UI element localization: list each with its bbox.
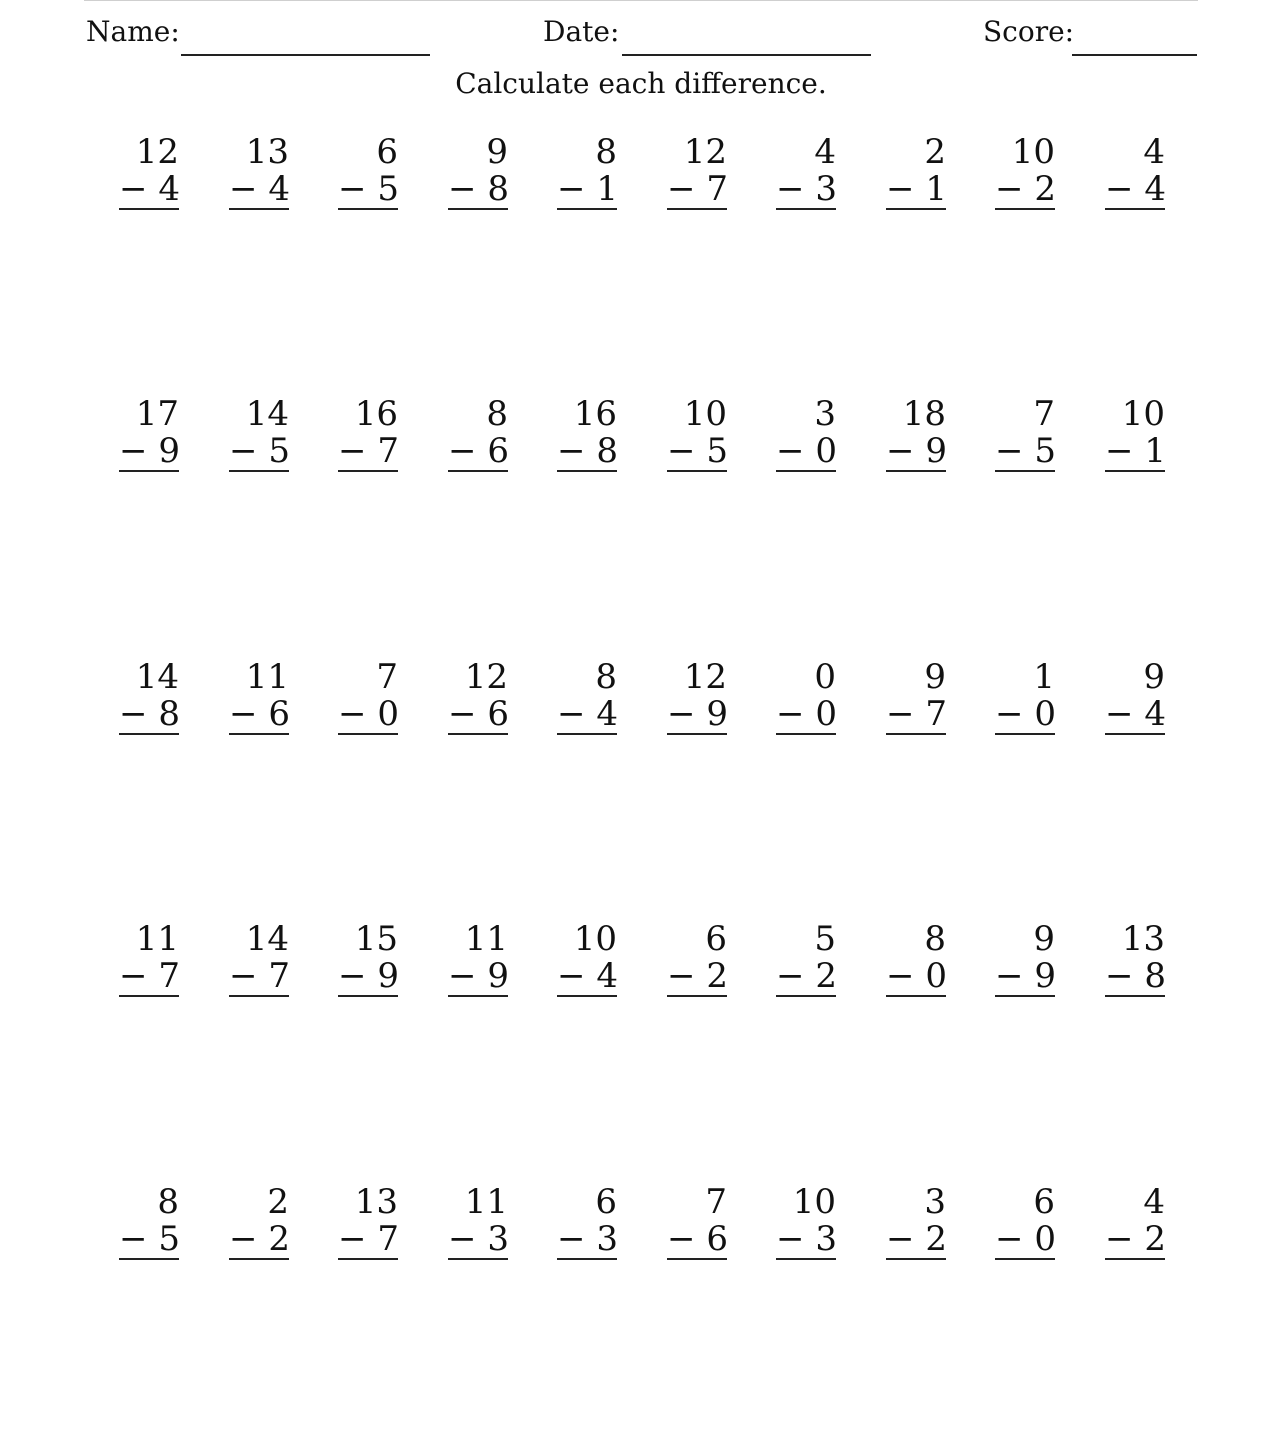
subtrahend: 1	[925, 169, 947, 209]
minus-sign: −	[1105, 1219, 1134, 1259]
subtraction-problem	[119, 396, 179, 472]
subtrahend-line	[995, 1221, 1055, 1258]
top-rule	[84, 0, 1198, 1]
subtrahend: 4	[158, 169, 180, 209]
subtraction-problem	[1105, 1184, 1165, 1260]
minus-sign: −	[448, 694, 477, 734]
minus-sign: −	[995, 1219, 1024, 1259]
subtrahend: 2	[1144, 1219, 1166, 1259]
subtraction-problem	[886, 659, 946, 735]
subtraction-problem	[338, 659, 398, 735]
minuend: 8	[924, 919, 946, 959]
minus-sign: −	[995, 956, 1024, 996]
instructions: Calculate each difference.	[455, 67, 827, 100]
subtrahend: 4	[1144, 169, 1166, 209]
subtrahend: 8	[158, 694, 180, 734]
subtraction-problem	[886, 921, 946, 997]
subtraction-problem	[776, 921, 836, 997]
minus-sign: −	[338, 169, 367, 209]
subtrahend-line	[886, 696, 946, 733]
subtraction-problem	[776, 1184, 836, 1260]
minuend: 7	[376, 657, 398, 697]
name-field[interactable]	[181, 54, 430, 56]
subtrahend: 7	[925, 694, 947, 734]
subtrahend: 2	[1034, 169, 1056, 209]
minus-sign: −	[119, 694, 148, 734]
subtraction-problem	[995, 921, 1055, 997]
subtrahend-line	[667, 433, 727, 470]
minuend: 2	[267, 1182, 289, 1222]
subtrahend: 9	[1034, 956, 1056, 996]
subtraction-problem	[557, 659, 617, 735]
minuend: 8	[595, 657, 617, 697]
subtraction-problem	[119, 134, 179, 210]
subtraction-problem	[229, 659, 289, 735]
subtraction-problem	[119, 659, 179, 735]
minuend: 12	[464, 657, 508, 697]
minuend: 9	[1143, 657, 1165, 697]
minus-sign: −	[119, 431, 148, 471]
minuend: 8	[486, 394, 508, 434]
subtraction-problem	[557, 134, 617, 210]
subtraction-problem	[667, 134, 727, 210]
subtraction-problem	[886, 396, 946, 472]
subtrahend: 2	[268, 1219, 290, 1259]
subtrahend: 4	[596, 956, 618, 996]
subtrahend: 8	[596, 431, 618, 471]
subtraction-problem	[119, 921, 179, 997]
subtrahend-line	[119, 696, 179, 733]
subtrahend-line	[995, 958, 1055, 995]
minuend: 15	[354, 919, 398, 959]
minus-sign: −	[1105, 169, 1134, 209]
minus-sign: −	[448, 431, 477, 471]
minuend: 6	[705, 919, 727, 959]
minus-sign: −	[557, 169, 586, 209]
minus-sign: −	[886, 431, 915, 471]
subtrahend-line	[995, 433, 1055, 470]
minus-sign: −	[229, 169, 258, 209]
subtraction-problem	[667, 921, 727, 997]
subtrahend: 0	[377, 694, 399, 734]
subtrahend: 7	[706, 169, 728, 209]
subtrahend: 3	[487, 1219, 509, 1259]
subtrahend: 4	[1144, 694, 1166, 734]
subtraction-problem	[119, 1184, 179, 1260]
subtraction-problem	[229, 134, 289, 210]
minuend: 14	[135, 657, 179, 697]
subtraction-problem	[667, 659, 727, 735]
subtraction-problem	[557, 396, 617, 472]
minus-sign: −	[667, 694, 696, 734]
subtrahend-line	[1105, 958, 1165, 995]
subtraction-problem	[1105, 921, 1165, 997]
minus-sign: −	[338, 1219, 367, 1259]
minus-sign: −	[667, 431, 696, 471]
subtrahend-line	[229, 171, 289, 208]
subtraction-problem	[338, 1184, 398, 1260]
subtraction-problem	[1105, 659, 1165, 735]
subtraction-problem	[338, 134, 398, 210]
subtrahend: 5	[706, 431, 728, 471]
minuend: 8	[595, 132, 617, 172]
subtrahend: 2	[925, 1219, 947, 1259]
subtrahend-line	[886, 1221, 946, 1258]
subtrahend: 7	[377, 431, 399, 471]
minuend: 11	[464, 919, 508, 959]
subtrahend: 7	[268, 956, 290, 996]
subtrahend-line	[776, 958, 836, 995]
subtrahend-line	[119, 1221, 179, 1258]
subtrahend-line	[776, 171, 836, 208]
subtrahend-line	[667, 1221, 727, 1258]
subtrahend-line	[667, 171, 727, 208]
date-label: Date:	[543, 15, 620, 48]
subtrahend: 2	[815, 956, 837, 996]
subtrahend-line	[448, 958, 508, 995]
subtrahend: 3	[596, 1219, 618, 1259]
minuend: 4	[814, 132, 836, 172]
minus-sign: −	[557, 1219, 586, 1259]
subtrahend-line	[338, 1221, 398, 1258]
minuend: 3	[814, 394, 836, 434]
subtrahend-line	[557, 1221, 617, 1258]
subtrahend-line	[995, 696, 1055, 733]
subtraction-problem	[776, 659, 836, 735]
minuend: 4	[1143, 132, 1165, 172]
minuend: 18	[902, 394, 946, 434]
minuend: 3	[924, 1182, 946, 1222]
minus-sign: −	[229, 1219, 258, 1259]
subtraction-problem	[667, 396, 727, 472]
minus-sign: −	[776, 956, 805, 996]
subtrahend-line	[886, 171, 946, 208]
minus-sign: −	[1105, 694, 1134, 734]
minuend: 10	[1011, 132, 1055, 172]
subtrahend-line	[338, 433, 398, 470]
minuend: 16	[573, 394, 617, 434]
subtraction-problem	[448, 659, 508, 735]
subtrahend: 9	[487, 956, 509, 996]
subtrahend-line	[119, 958, 179, 995]
minus-sign: −	[776, 694, 805, 734]
subtraction-problem	[448, 396, 508, 472]
minus-sign: −	[557, 431, 586, 471]
minuend: 9	[924, 657, 946, 697]
subtrahend-line	[776, 1221, 836, 1258]
subtrahend: 0	[1034, 1219, 1056, 1259]
subtrahend-line	[448, 696, 508, 733]
subtrahend: 0	[815, 694, 837, 734]
subtrahend: 9	[158, 431, 180, 471]
subtrahend-line	[229, 1221, 289, 1258]
subtrahend: 5	[377, 169, 399, 209]
minus-sign: −	[776, 431, 805, 471]
subtrahend: 0	[1034, 694, 1056, 734]
subtrahend: 1	[596, 169, 618, 209]
minus-sign: −	[776, 169, 805, 209]
minus-sign: −	[886, 1219, 915, 1259]
minus-sign: −	[557, 956, 586, 996]
subtrahend: 9	[377, 956, 399, 996]
subtrahend: 8	[1144, 956, 1166, 996]
minus-sign: −	[1105, 956, 1134, 996]
subtrahend: 8	[487, 169, 509, 209]
subtrahend: 4	[596, 694, 618, 734]
subtraction-problem	[448, 134, 508, 210]
minuend: 7	[1033, 394, 1055, 434]
subtrahend-line	[448, 433, 508, 470]
minuend: 10	[683, 394, 727, 434]
subtrahend-line	[229, 696, 289, 733]
minuend: 11	[245, 657, 289, 697]
subtrahend: 1	[1144, 431, 1166, 471]
minuend: 11	[135, 919, 179, 959]
subtraction-problem	[995, 396, 1055, 472]
subtrahend: 7	[158, 956, 180, 996]
minuend: 0	[814, 657, 836, 697]
subtrahend-line	[776, 696, 836, 733]
subtrahend-line	[119, 171, 179, 208]
subtrahend: 9	[706, 694, 728, 734]
minuend: 13	[245, 132, 289, 172]
minuend: 2	[924, 132, 946, 172]
subtraction-problem	[557, 921, 617, 997]
subtraction-problem	[229, 921, 289, 997]
minus-sign: −	[557, 694, 586, 734]
subtrahend: 3	[815, 1219, 837, 1259]
subtrahend: 6	[487, 431, 509, 471]
subtrahend-line	[886, 958, 946, 995]
subtrahend: 7	[377, 1219, 399, 1259]
subtrahend-line	[557, 433, 617, 470]
minus-sign: −	[448, 956, 477, 996]
minuend: 9	[486, 132, 508, 172]
minuend: 8	[157, 1182, 179, 1222]
minus-sign: −	[886, 169, 915, 209]
minuend: 12	[135, 132, 179, 172]
minus-sign: −	[338, 431, 367, 471]
name-label: Name:	[86, 15, 180, 48]
minuend: 4	[1143, 1182, 1165, 1222]
subtrahend-line	[995, 171, 1055, 208]
subtraction-problem	[667, 1184, 727, 1260]
minus-sign: −	[667, 956, 696, 996]
minus-sign: −	[119, 956, 148, 996]
minus-sign: −	[448, 1219, 477, 1259]
subtraction-problem	[776, 396, 836, 472]
subtrahend-line	[448, 171, 508, 208]
minuend: 5	[814, 919, 836, 959]
minus-sign: −	[886, 694, 915, 734]
subtrahend-line	[667, 958, 727, 995]
minus-sign: −	[995, 431, 1024, 471]
minus-sign: −	[1105, 431, 1134, 471]
minuend: 10	[573, 919, 617, 959]
minus-sign: −	[776, 1219, 805, 1259]
minuend: 12	[683, 132, 727, 172]
subtraction-problem	[776, 134, 836, 210]
subtrahend-line	[1105, 171, 1165, 208]
minuend: 6	[595, 1182, 617, 1222]
minus-sign: −	[448, 169, 477, 209]
minus-sign: −	[995, 169, 1024, 209]
minuend: 9	[1033, 919, 1055, 959]
subtrahend: 6	[706, 1219, 728, 1259]
subtraction-problem	[338, 396, 398, 472]
subtrahend-line	[1105, 1221, 1165, 1258]
minuend: 12	[683, 657, 727, 697]
minuend: 7	[705, 1182, 727, 1222]
subtraction-problem	[886, 1184, 946, 1260]
subtraction-problem	[995, 1184, 1055, 1260]
subtrahend-line	[1105, 433, 1165, 470]
minus-sign: −	[229, 956, 258, 996]
minus-sign: −	[338, 956, 367, 996]
minuend: 16	[354, 394, 398, 434]
minuend: 14	[245, 394, 289, 434]
minuend: 14	[245, 919, 289, 959]
minus-sign: −	[886, 956, 915, 996]
minuend: 6	[376, 132, 398, 172]
subtraction-problem	[229, 396, 289, 472]
minus-sign: −	[119, 169, 148, 209]
subtraction-problem	[1105, 396, 1165, 472]
minuend: 10	[1121, 394, 1165, 434]
minuend: 11	[464, 1182, 508, 1222]
minus-sign: −	[229, 431, 258, 471]
subtrahend: 9	[925, 431, 947, 471]
minuend: 13	[1121, 919, 1165, 959]
subtraction-problem	[229, 1184, 289, 1260]
subtrahend-line	[338, 958, 398, 995]
minus-sign: −	[995, 694, 1024, 734]
subtrahend-line	[229, 958, 289, 995]
subtrahend: 5	[1034, 431, 1056, 471]
subtrahend: 4	[268, 169, 290, 209]
subtraction-problem	[338, 921, 398, 997]
subtrahend: 0	[815, 431, 837, 471]
minuend: 13	[354, 1182, 398, 1222]
subtrahend-line	[338, 696, 398, 733]
subtrahend-line	[557, 958, 617, 995]
subtraction-problem	[886, 134, 946, 210]
subtrahend-line	[557, 696, 617, 733]
minuend: 17	[135, 394, 179, 434]
subtrahend-line	[119, 433, 179, 470]
minuend: 6	[1033, 1182, 1055, 1222]
subtrahend-line	[1105, 696, 1165, 733]
subtraction-problem	[995, 134, 1055, 210]
score-label: Score:	[983, 15, 1075, 48]
subtrahend-line	[886, 433, 946, 470]
minus-sign: −	[338, 694, 367, 734]
subtrahend: 3	[815, 169, 837, 209]
date-field[interactable]	[622, 54, 871, 56]
subtrahend: 6	[268, 694, 290, 734]
subtrahend-line	[557, 171, 617, 208]
minus-sign: −	[229, 694, 258, 734]
subtraction-problem	[557, 1184, 617, 1260]
subtrahend: 0	[925, 956, 947, 996]
subtraction-problem	[1105, 134, 1165, 210]
subtraction-problem	[995, 659, 1055, 735]
subtrahend: 5	[158, 1219, 180, 1259]
minus-sign: −	[119, 1219, 148, 1259]
subtrahend: 2	[706, 956, 728, 996]
subtrahend-line	[229, 433, 289, 470]
subtraction-problem	[448, 1184, 508, 1260]
subtrahend: 5	[268, 431, 290, 471]
minus-sign: −	[667, 1219, 696, 1259]
subtrahend-line	[448, 1221, 508, 1258]
minuend: 1	[1033, 657, 1055, 697]
subtrahend-line	[338, 171, 398, 208]
subtraction-problem	[448, 921, 508, 997]
minuend: 10	[792, 1182, 836, 1222]
minus-sign: −	[667, 169, 696, 209]
subtrahend-line	[776, 433, 836, 470]
subtrahend: 6	[487, 694, 509, 734]
score-field[interactable]	[1072, 54, 1197, 56]
subtrahend-line	[667, 696, 727, 733]
